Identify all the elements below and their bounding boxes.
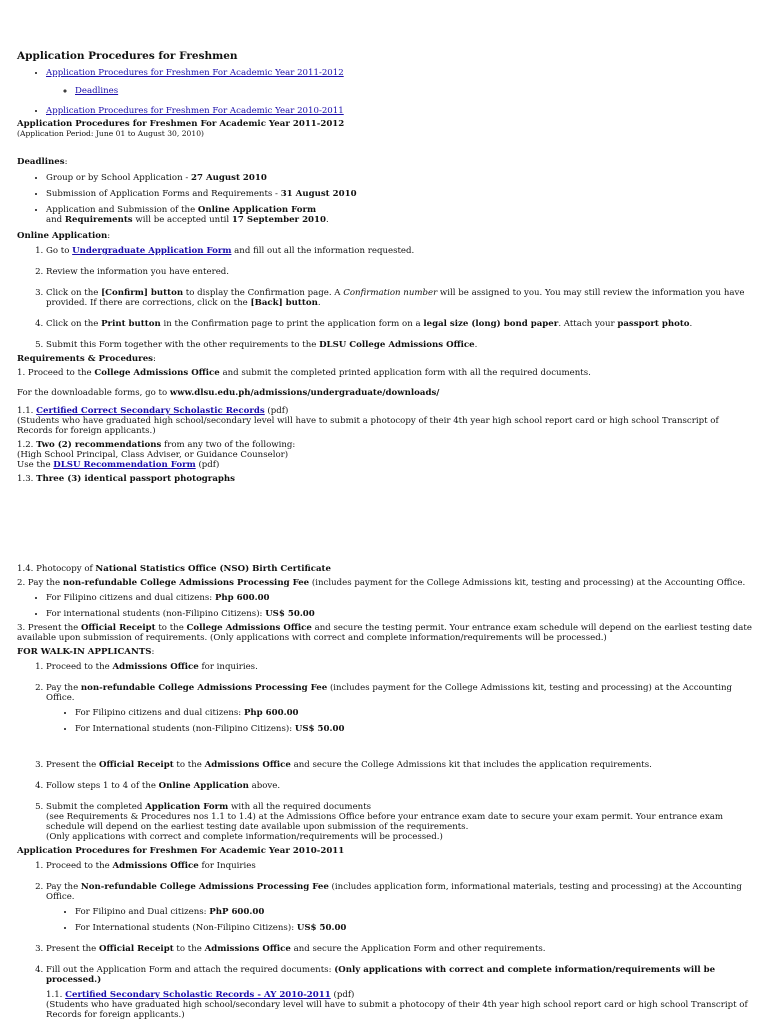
walk-in-step: 2. Pay the non-refundable College Admissions Processing Fee (includes payment for the College Admissions kit, testing and processing) at the Accounting Office. • For Filipino citizens and dual citizens: Php 600.00 • For International students (non-Filipino Citizens): US$ 50.00 [46,683,752,734]
downloads-note: For the downloadable forms, go to www.dlsu.edu.ph/admissions/undergraduate/downloads/ [17,388,440,398]
walk-in-fee-list [46,708,752,734]
fee-item: • For International students (non-Filipino Citizens): US$ 50.00 [75,724,752,734]
deadlines-heading: Deadlines: [17,157,68,167]
ay2010-step: 1. Proceed to the Admissions Office for Inquiries [46,861,752,871]
walk-in-step: 5. Submit the completed Application Form with all the required documents (see Requirements & Procedures nos 1.1 to 1.4) at the Admissions Office before your entrance exam date to secure your exam permit. Your entrance exam schedule will depend on the earliest testing date available upon submission of the requirements. (Only applications with correct and complete information/requirements will be processed.) [46,802,752,842]
walk-in-step: 1. Proceed to the Admissions Office for inquiries. [46,662,752,672]
toc-item [46,68,752,96]
ay2010-step: 3. Present the Official Receipt to the Admissions Office and secure the Application Form and other requirements. [46,944,752,954]
section-title-ay2011: Application Procedures for Freshmen For Academic Year 2011-2012 [17,119,345,129]
toc-link-deadlines[interactable]: Deadlines [75,86,119,96]
fee-list [17,593,752,619]
walk-in-steps [17,662,752,842]
toc-link-ay2011[interactable]: Application Procedures for Freshmen For Academic Year 2011-2012 [46,68,344,78]
fee-item: • For International students (Non-Filipino Citizens): US$ 50.00 [75,923,752,933]
requirement-1-1-note: (Students who have graduated high school/secondary level will have to submit a photocopy of their 4th year high school report card or high school Transcript of Records for foreign applicants.) [17,416,719,436]
page-content [17,50,752,1031]
ay2010-steps [17,861,752,1020]
deadline-item: • Submission of Application Forms and Requirements - 31 August 2010 [46,189,752,199]
online-steps [17,246,752,350]
ay2010-requirement-1-1-note: (Students who have graduated high school/secondary level will have to submit a photocopy of their 4th year high school report card or high school Transcript of Records for foreign applicants.) [46,1000,748,1020]
fee-item: • For international students (non-Filipino Citizens): US$ 50.00 [46,609,752,619]
online-step: 3. Click on the [Confirm] button to display the Confirmation page. A Confirmation number will be assigned to you. You may still review the information you have provided. If there are corrections, click on the [Back] button. [46,288,752,308]
ay2010-fee-list [46,907,752,933]
requirement-step-3: 3. Present the Official Receipt to the College Admissions Office and secure the testing permit. Your entrance exam schedule will depend on the earliest testing date available upon submission of requirements. (Only applications with correct and complete information/requirements will be processed.) [17,623,752,643]
deadlines-list [17,173,752,225]
recommendation-form-line: Use the DLSU Recommendation Form (pdf) [17,460,220,470]
requirement-1-1: 1.1. Certified Correct Secondary Scholastic Records (pdf) [17,406,289,416]
toc-item [46,106,752,116]
online-step: 2. Review the information you have entered. [46,267,752,277]
online-step: 5. Submit this Form together with the other requirements to the DLSU College Admissions Office. [46,340,752,350]
requirements-heading: Requirements & Procedures: [17,354,156,364]
deadline-item: • Group or by School Application - 27 August 2010 [46,173,752,183]
table-of-contents [17,68,752,116]
fee-item: • For Filipino citizens and dual citizens: Php 600.00 [75,708,752,718]
ay2010-step: 2. Pay the Non-refundable College Admissions Processing Fee (includes application form, informational materials, testing and processing) at the Accounting Office. • For Filipino and Dual citizens: PhP 600.00 • For International students (Non-Filipino Citizens): US$ 50.00 [46,882,752,933]
online-step: 1. Go to Undergraduate Application Form and fill out all the information requested. [46,246,752,256]
application-period: (Application Period: June 01 to August 30, 2010) [17,129,205,138]
page-title: Application Procedures for Freshmen [17,50,238,62]
walk-in-heading: FOR WALK-IN APPLICANTS: [17,647,155,657]
online-application-heading: Online Application: [17,231,111,241]
fee-item: • For Filipino and Dual citizens: PhP 600.00 [75,907,752,917]
recommendation-form-link[interactable]: DLSU Recommendation Form [53,460,196,470]
toc-link-ay2010[interactable]: Application Procedures for Freshmen For Academic Year 2010-2011 [46,106,344,116]
fee-item: • For Filipino citizens and dual citizens: Php 600.00 [46,593,752,603]
undergraduate-form-link[interactable]: Undergraduate Application Form [72,246,232,256]
requirement-1-4: 1.4. Photocopy of National Statistics Office (NSO) Birth Certificate [17,564,331,574]
ay2010-step: 4. Fill out the Application Form and attach the required documents: (Only applications with correct and complete information/requirements will be processed.) 1.1. Certified Secondary Scholastic Records - AY 2010-2011 (pdf) (Students who have graduated high school/secondary level will have to submit a photocopy of their 4th year high school report card or high school Transcript of Records for foreign applicants.) [46,965,752,1020]
ay2010-requirement-1-1: 1.1. Certified Secondary Scholastic Records - AY 2010-2011 (pdf) [46,990,355,1000]
requirement-1-2: 1.2. Two (2) recommendations from any two of the following: [17,440,296,450]
secondary-records-link[interactable]: Certified Secondary Scholastic Records - AY 2010-2011 [65,990,331,1000]
scholastic-records-link[interactable]: Certified Correct Secondary Scholastic Records [36,406,265,416]
section-title-ay2010: Application Procedures for Freshmen For Academic Year 2010-2011 [17,846,345,856]
requirement-step-1: 1. Proceed to the College Admissions Office and submit the completed printed application form with all the required documents. [17,368,591,378]
online-step: 4. Click on the Print button in the Confirmation page to print the application form on a legal size (long) bond paper. Attach your passport photo. [46,319,752,329]
requirement-1-3: 1.3. Three (3) identical passport photographs [17,474,235,484]
walk-in-step: 3. Present the Official Receipt to the Admissions Office and secure the College Admissions kit that includes the application requirements. [46,760,752,770]
requirement-step-2: 2. Pay the non-refundable College Admissions Processing Fee (includes payment for the College Admissions kit, testing and processing) at the Accounting Office. [17,578,746,588]
walk-in-step: 4. Follow steps 1 to 4 of the Online Application above. [46,781,752,791]
requirement-1-2-note: (High School Principal, Class Adviser, or Guidance Counselor) [17,450,289,460]
toc-subitem [75,86,752,96]
deadline-item: • Application and Submission of the Online Application Form and Requirements will be accepted until 17 September 2010. [46,205,752,225]
